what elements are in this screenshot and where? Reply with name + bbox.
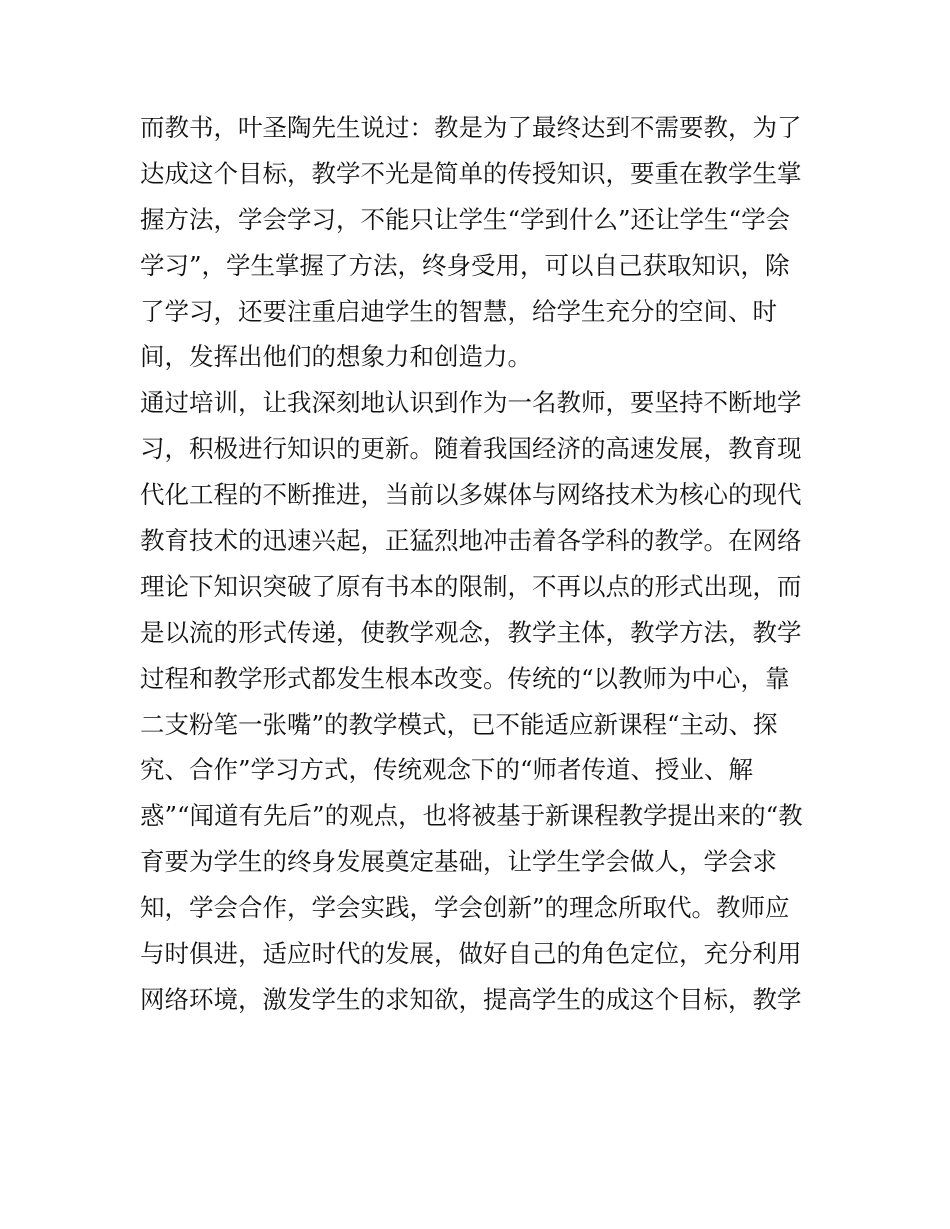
text-line: 二支粉笔一张嘴”的教学模式，已不能适应新课程“主动、探 <box>140 709 778 739</box>
text-line: 代化工程的不断推进，当前以多媒体与网络技术为核心的现代 <box>140 480 802 510</box>
text-line: 过程和教学形式都发生根本改变。传统的“以教师为中心，靠 <box>140 663 790 693</box>
text-line: 知，学会合作，学会实践，学会创新”的理念所取代。教师应 <box>140 893 790 923</box>
text-line: 通过培训，让我深刻地认识到作为一名教师，要坚持不断地学 <box>140 388 802 418</box>
text-line: 育要为学生的终身发展奠定基础，让学生学会做人，学会求 <box>140 847 777 877</box>
text-line: 学习”，学生掌握了方法，终身受用，可以自己获取知识，除 <box>140 250 790 280</box>
text-line: 是以流的形式传递，使教学观念，教学主体，教学方法，教学 <box>140 617 802 647</box>
text-line: 了学习，还要注重启迪学生的智慧，给学生充分的空间、时 <box>140 296 777 326</box>
text-line: 习，积极进行知识的更新。随着我国经济的高速发展，教育现 <box>140 434 802 464</box>
body-text <box>140 105 820 1023</box>
text-line: 间，发挥出他们的想象力和创造力。 <box>140 342 532 372</box>
text-line: 惑”“闻道有先后”的观点，也将被基于新课程教学提出来的“教 <box>140 801 803 831</box>
text-line: 理论下知识突破了原有书本的限制，不再以点的形式出现，而 <box>140 571 802 601</box>
text-line: 与时俱进，适应时代的发展，做好自己的角色定位，充分利用 <box>140 939 802 969</box>
text-line: 而教书，叶圣陶先生说过：教是为了最终达到不需要教，为了 <box>140 113 802 142</box>
text-line: 达成这个目标，教学不光是简单的传授知识，要重在教学生掌 <box>140 158 802 188</box>
text-line: 究、合作”学习方式，传统观念下的“师者传道、授业、解 <box>140 755 754 785</box>
text-line: 握方法，学会学习，不能只让学生“学到什么”还让学生“学会 <box>140 204 791 234</box>
text-line: 网络环境，激发学生的求知欲，提高学生的成这个目标，教学 <box>140 984 802 1014</box>
text-line: 教育技术的迅速兴起，正猛烈地冲击着各学科的教学。在网络 <box>140 526 802 556</box>
